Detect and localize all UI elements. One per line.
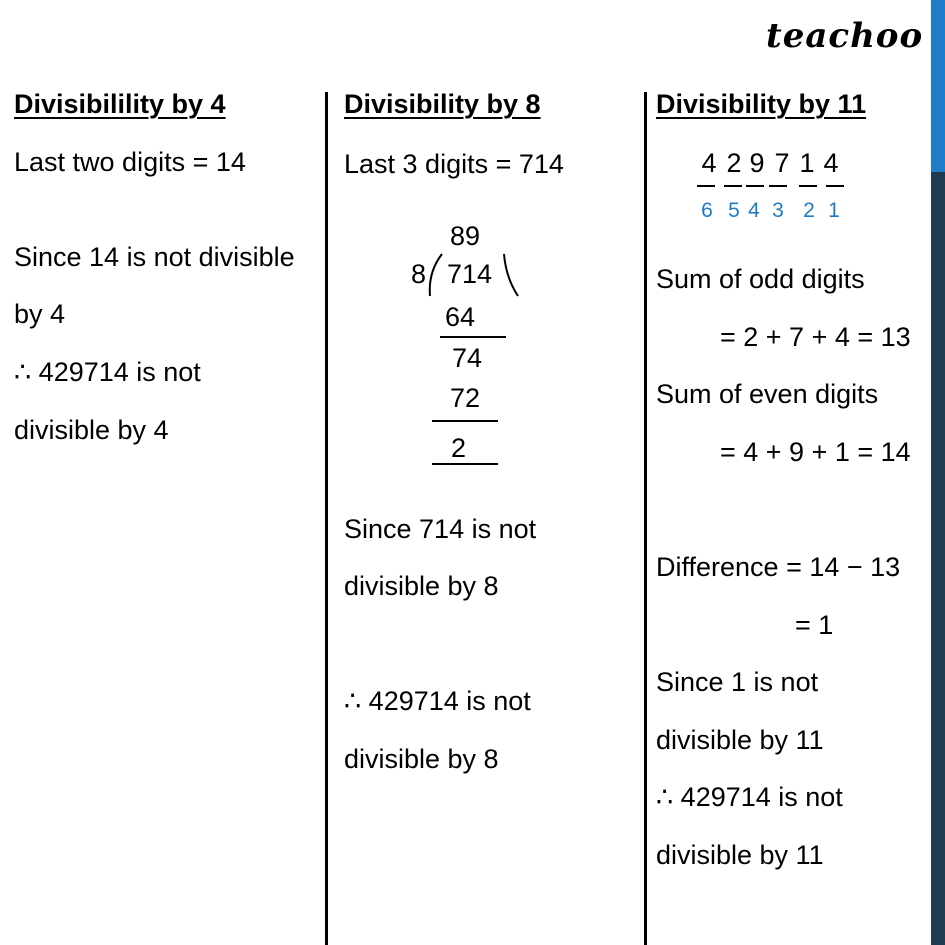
position-number: 2: [803, 199, 815, 222]
right-sidebar-accent: [931, 0, 945, 172]
division-dividend: 714: [447, 259, 493, 289]
col3-line-5: Difference = 14 − 13: [656, 552, 901, 582]
col2-heading: Divisibility by 8: [344, 89, 541, 119]
division-step-1: 64: [445, 302, 476, 332]
col2-line-4: divisible by 8: [344, 744, 499, 774]
digit: 7: [774, 148, 790, 178]
division-step-3: 72: [450, 383, 481, 413]
position-number: 5: [728, 199, 740, 222]
col2-line-1: Since 714 is not: [344, 514, 537, 544]
digit-underline: [799, 185, 817, 187]
col1-heading: Divisibilility by 4: [14, 89, 226, 119]
division-line-1: [440, 336, 506, 338]
division-divisor: 8: [411, 259, 427, 289]
col1-line-2: Since 14 is not divisible: [14, 242, 295, 272]
col3-line-8: divisible by 11: [656, 725, 824, 755]
col2-last-digits: Last 3 digits = 714: [344, 149, 564, 179]
col3-line-3: Sum of even digits: [656, 379, 879, 409]
digit-underline: [746, 185, 764, 187]
division-step-2: 74: [452, 343, 483, 373]
digit: 4: [701, 148, 717, 178]
position-number: 4: [748, 199, 760, 222]
digit-underline: [826, 185, 844, 187]
col1-line-4: ∴ 429714 is not: [14, 357, 201, 387]
column-divider-1: [325, 92, 328, 945]
division-quotient: 89: [450, 221, 481, 251]
col3-line-6: = 1: [795, 610, 834, 640]
teachoo-logo: teachoo: [766, 16, 924, 56]
col2-line-2: divisible by 8: [344, 571, 499, 601]
digit: 4: [823, 148, 839, 178]
col3-line-9: ∴ 429714 is not: [656, 782, 843, 812]
digit: 1: [799, 148, 815, 178]
col3-line-10: divisible by 11: [656, 840, 824, 870]
division-remainder: 2: [451, 433, 467, 463]
digit-underline: [724, 185, 742, 187]
position-number: 1: [828, 199, 840, 222]
digit-underline: [697, 185, 715, 187]
col1-line-5: divisible by 4: [14, 415, 169, 445]
position-number: 3: [772, 199, 784, 222]
col3-heading: Divisibility by 11: [656, 89, 867, 119]
division-line-3: [432, 463, 498, 465]
position-number: 6: [701, 199, 713, 222]
col1-line-3: by 4: [14, 299, 66, 329]
digit: 2: [726, 148, 742, 178]
col3-line-7: Since 1 is not: [656, 667, 819, 697]
digit-underline: [769, 185, 787, 187]
digit: 9: [749, 148, 765, 178]
col3-line-4: = 4 + 9 + 1 = 14: [720, 437, 911, 467]
col2-line-3: ∴ 429714 is not: [344, 686, 531, 716]
col1-line-1: Last two digits = 14: [14, 147, 246, 177]
col3-line-2: = 2 + 7 + 4 = 13: [720, 322, 911, 352]
division-line-2: [432, 420, 498, 422]
column-divider-2: [644, 92, 647, 945]
col3-line-1: Sum of odd digits: [656, 264, 865, 294]
